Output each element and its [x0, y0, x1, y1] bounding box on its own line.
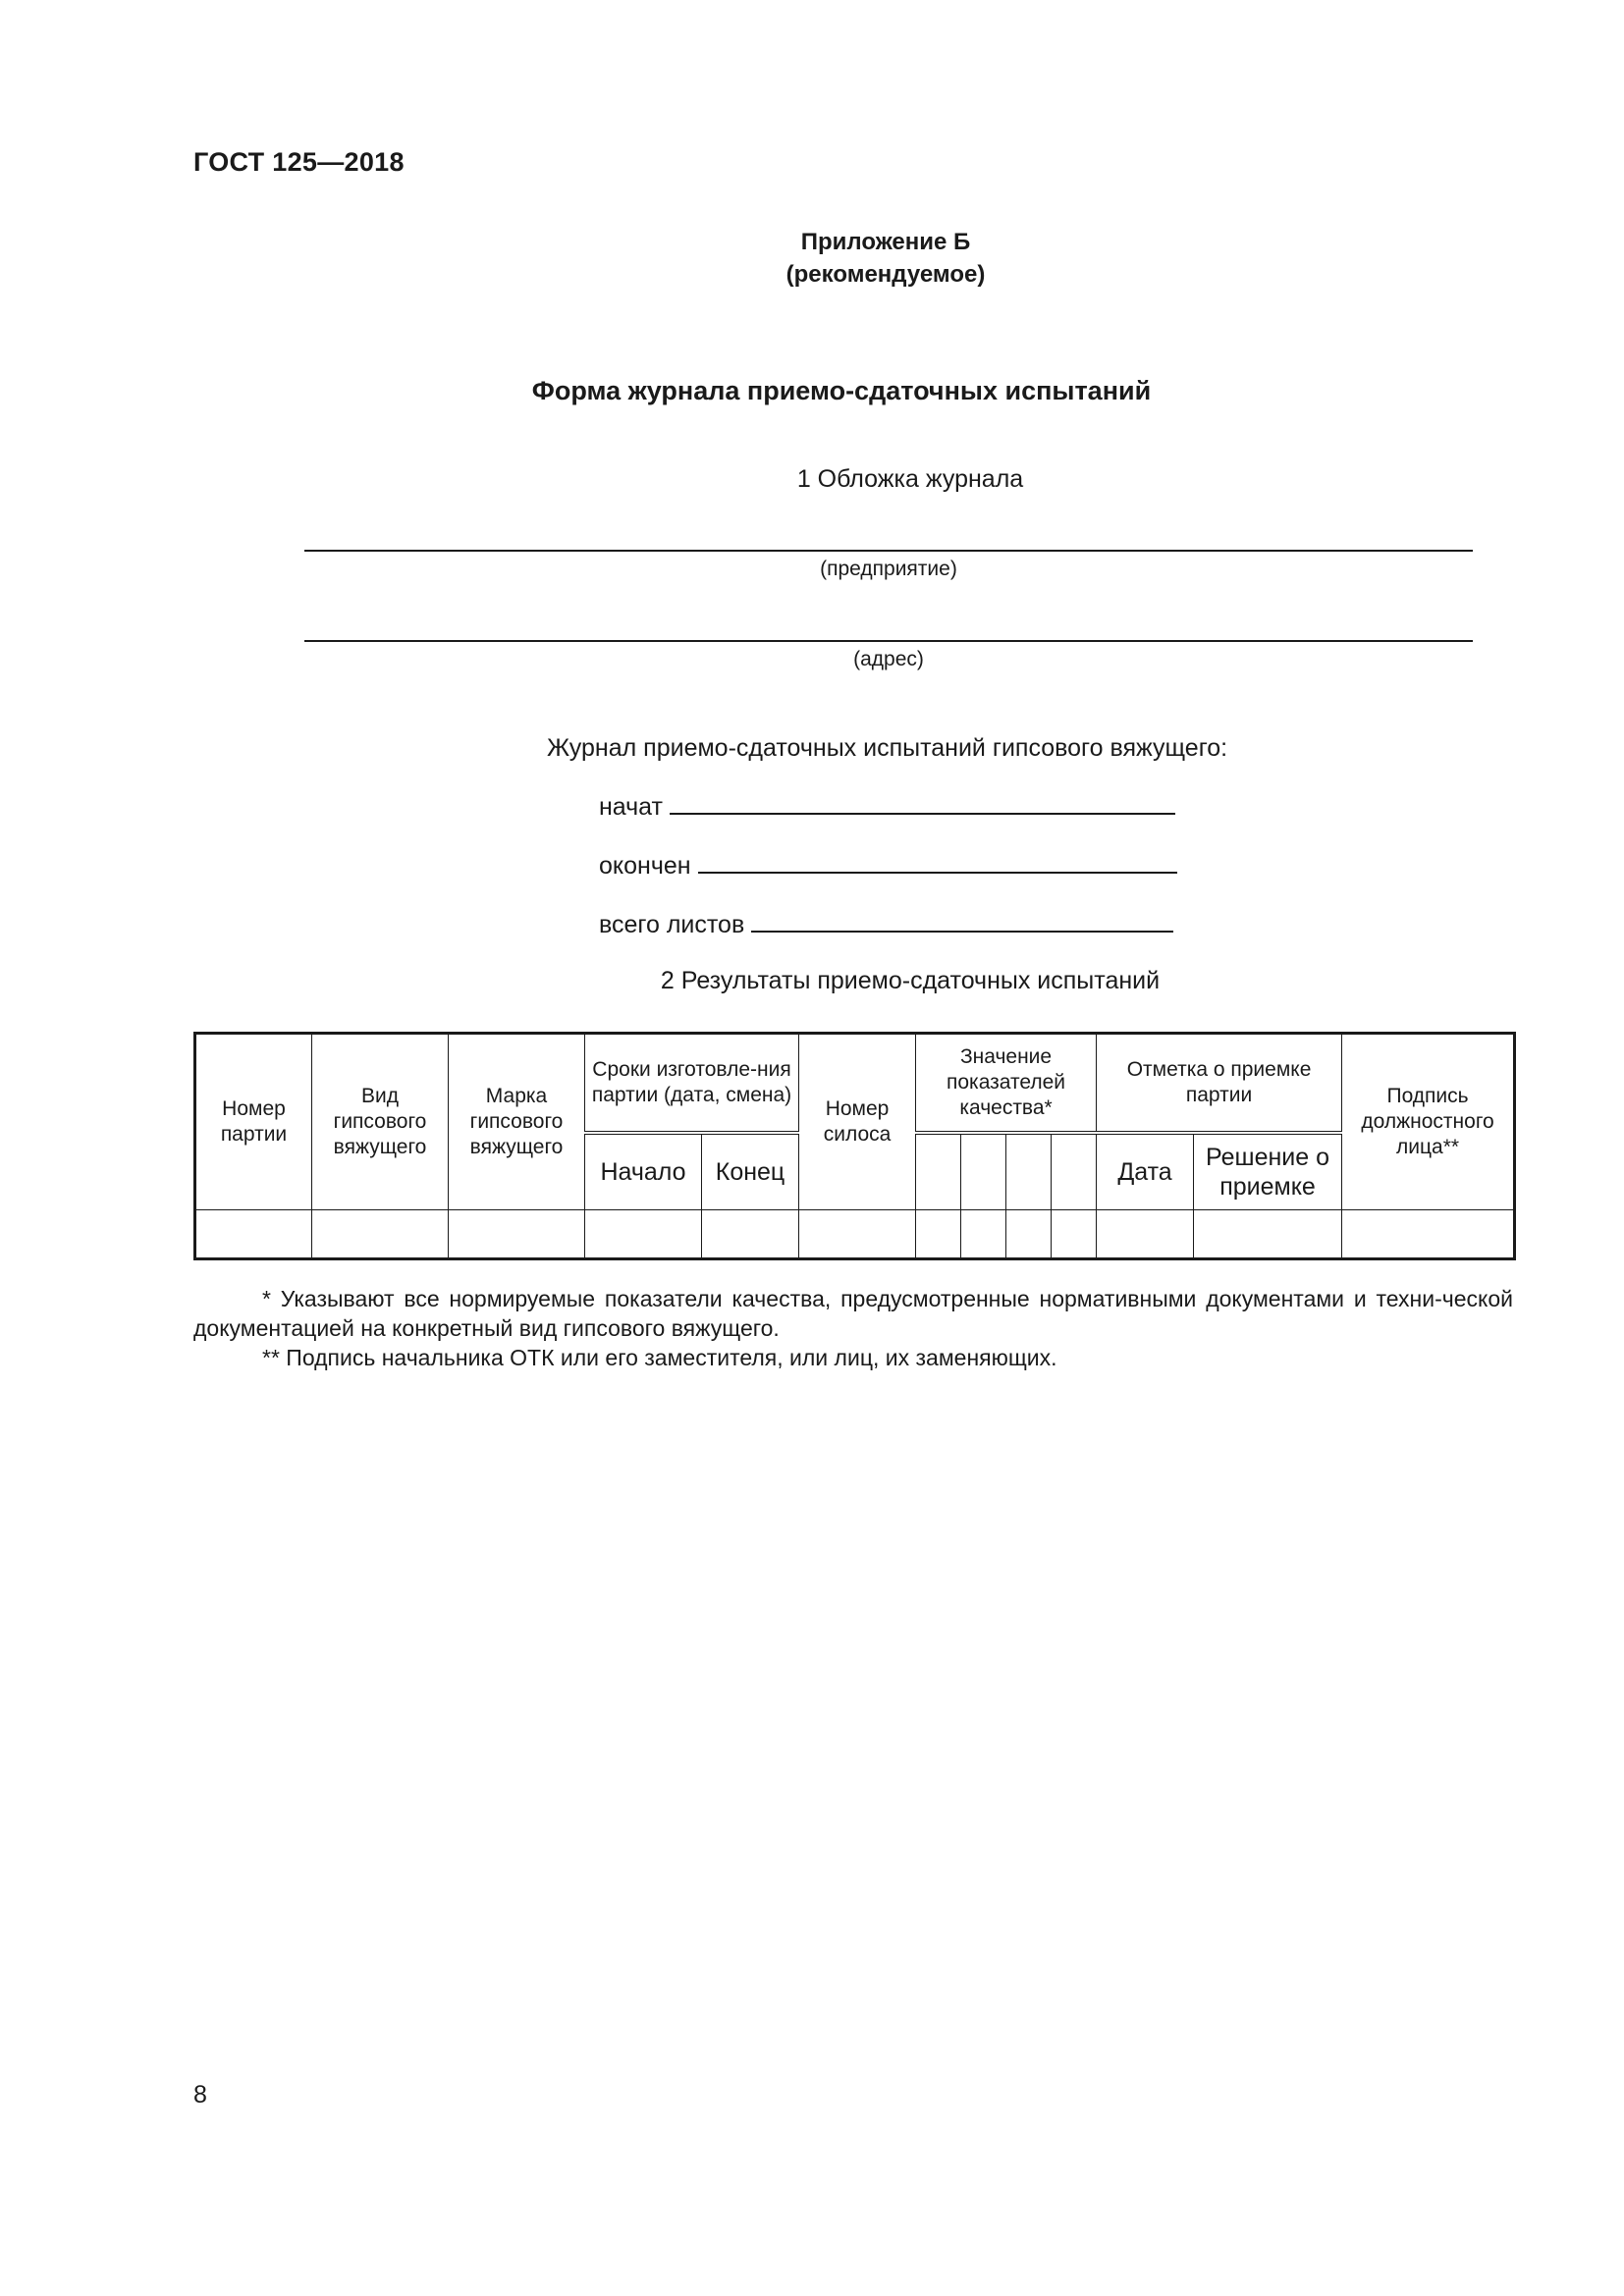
address-line [304, 640, 1473, 642]
footnote-2: ** Подпись начальника ОТК или его заместителя, или лиц, их заменяющих. [262, 1345, 1057, 1370]
address-caption: (адрес) [853, 648, 924, 670]
table-cell [195, 1210, 312, 1259]
table-cell [585, 1210, 702, 1259]
table-cell [1052, 1210, 1097, 1259]
finished-blank [698, 852, 1177, 874]
results-section-title: 2 Результаты приемо-сдаточных испытаний [660, 967, 1161, 994]
header-acceptance-mark: Отметка о приемке партии [1097, 1034, 1342, 1134]
page-number: 8 [193, 2081, 207, 2109]
appendix-title: Приложение Б [800, 229, 971, 255]
subheader-start: Начало [585, 1133, 702, 1210]
subheader-decision: Решение о приемке [1194, 1133, 1342, 1210]
journal-line: Журнал приемо-сдаточных испытаний гипсового вяжущего: [547, 734, 1228, 762]
total-sheets-blank [751, 911, 1173, 933]
quality-cell-2 [961, 1133, 1006, 1210]
started-blank [670, 793, 1175, 815]
header-batch-number: Номер партии [195, 1034, 312, 1210]
header-silo-number: Номер силоса [799, 1034, 916, 1210]
started-field [599, 793, 1175, 822]
appendix-heading [74, 226, 1624, 291]
results-table [193, 1032, 1516, 1260]
appendix-status: (рекомендуемое) [785, 261, 986, 288]
table-cell [312, 1210, 449, 1259]
cover-section-title: 1 Обложка журнала [796, 465, 1024, 493]
finished-field [599, 852, 1177, 881]
quality-cell-1 [916, 1133, 961, 1210]
finished-label: окончен [599, 852, 691, 880]
header-official-signature: Подпись должностного лица** [1342, 1034, 1515, 1210]
subheader-date: Дата [1097, 1133, 1194, 1210]
document-header: ГОСТ 125—2018 [193, 147, 405, 177]
table-row [195, 1210, 1515, 1259]
table-cell [1006, 1210, 1052, 1259]
enterprise-line [304, 550, 1473, 552]
enterprise-caption: (предприятие) [820, 558, 957, 580]
total-sheets-label: всего листов [599, 911, 745, 938]
subheader-end: Конец [702, 1133, 799, 1210]
table-cell [1097, 1210, 1194, 1259]
footnotes [193, 1284, 1513, 1372]
table-header-row [195, 1034, 1515, 1134]
form-title: Форма журнала приемо-сдаточных испытаний [531, 376, 1152, 405]
table-cell [1194, 1210, 1342, 1259]
header-quality-values: Значение показателей качества* [916, 1034, 1097, 1134]
table-cell [702, 1210, 799, 1259]
header-production-terms: Сроки изготовле-ния партии (дата, смена) [585, 1034, 799, 1134]
table-cell [449, 1210, 585, 1259]
started-label: начат [599, 793, 663, 821]
quality-cell-3 [1006, 1133, 1052, 1210]
footnote-1: * Указывают все нормируемые показатели качества, предусмотренные нормативными документами и техни-ческой документацией на конкретный вид гипсового вяжущего. [193, 1286, 1513, 1341]
table-cell [1342, 1210, 1515, 1259]
quality-cell-4 [1052, 1133, 1097, 1210]
table-cell [916, 1210, 961, 1259]
table-cell [799, 1210, 916, 1259]
header-binder-grade: Марка гипсового вяжущего [449, 1034, 585, 1210]
table-cell [961, 1210, 1006, 1259]
total-sheets-field [599, 911, 1173, 939]
header-binder-type: Вид гипсового вяжущего [312, 1034, 449, 1210]
